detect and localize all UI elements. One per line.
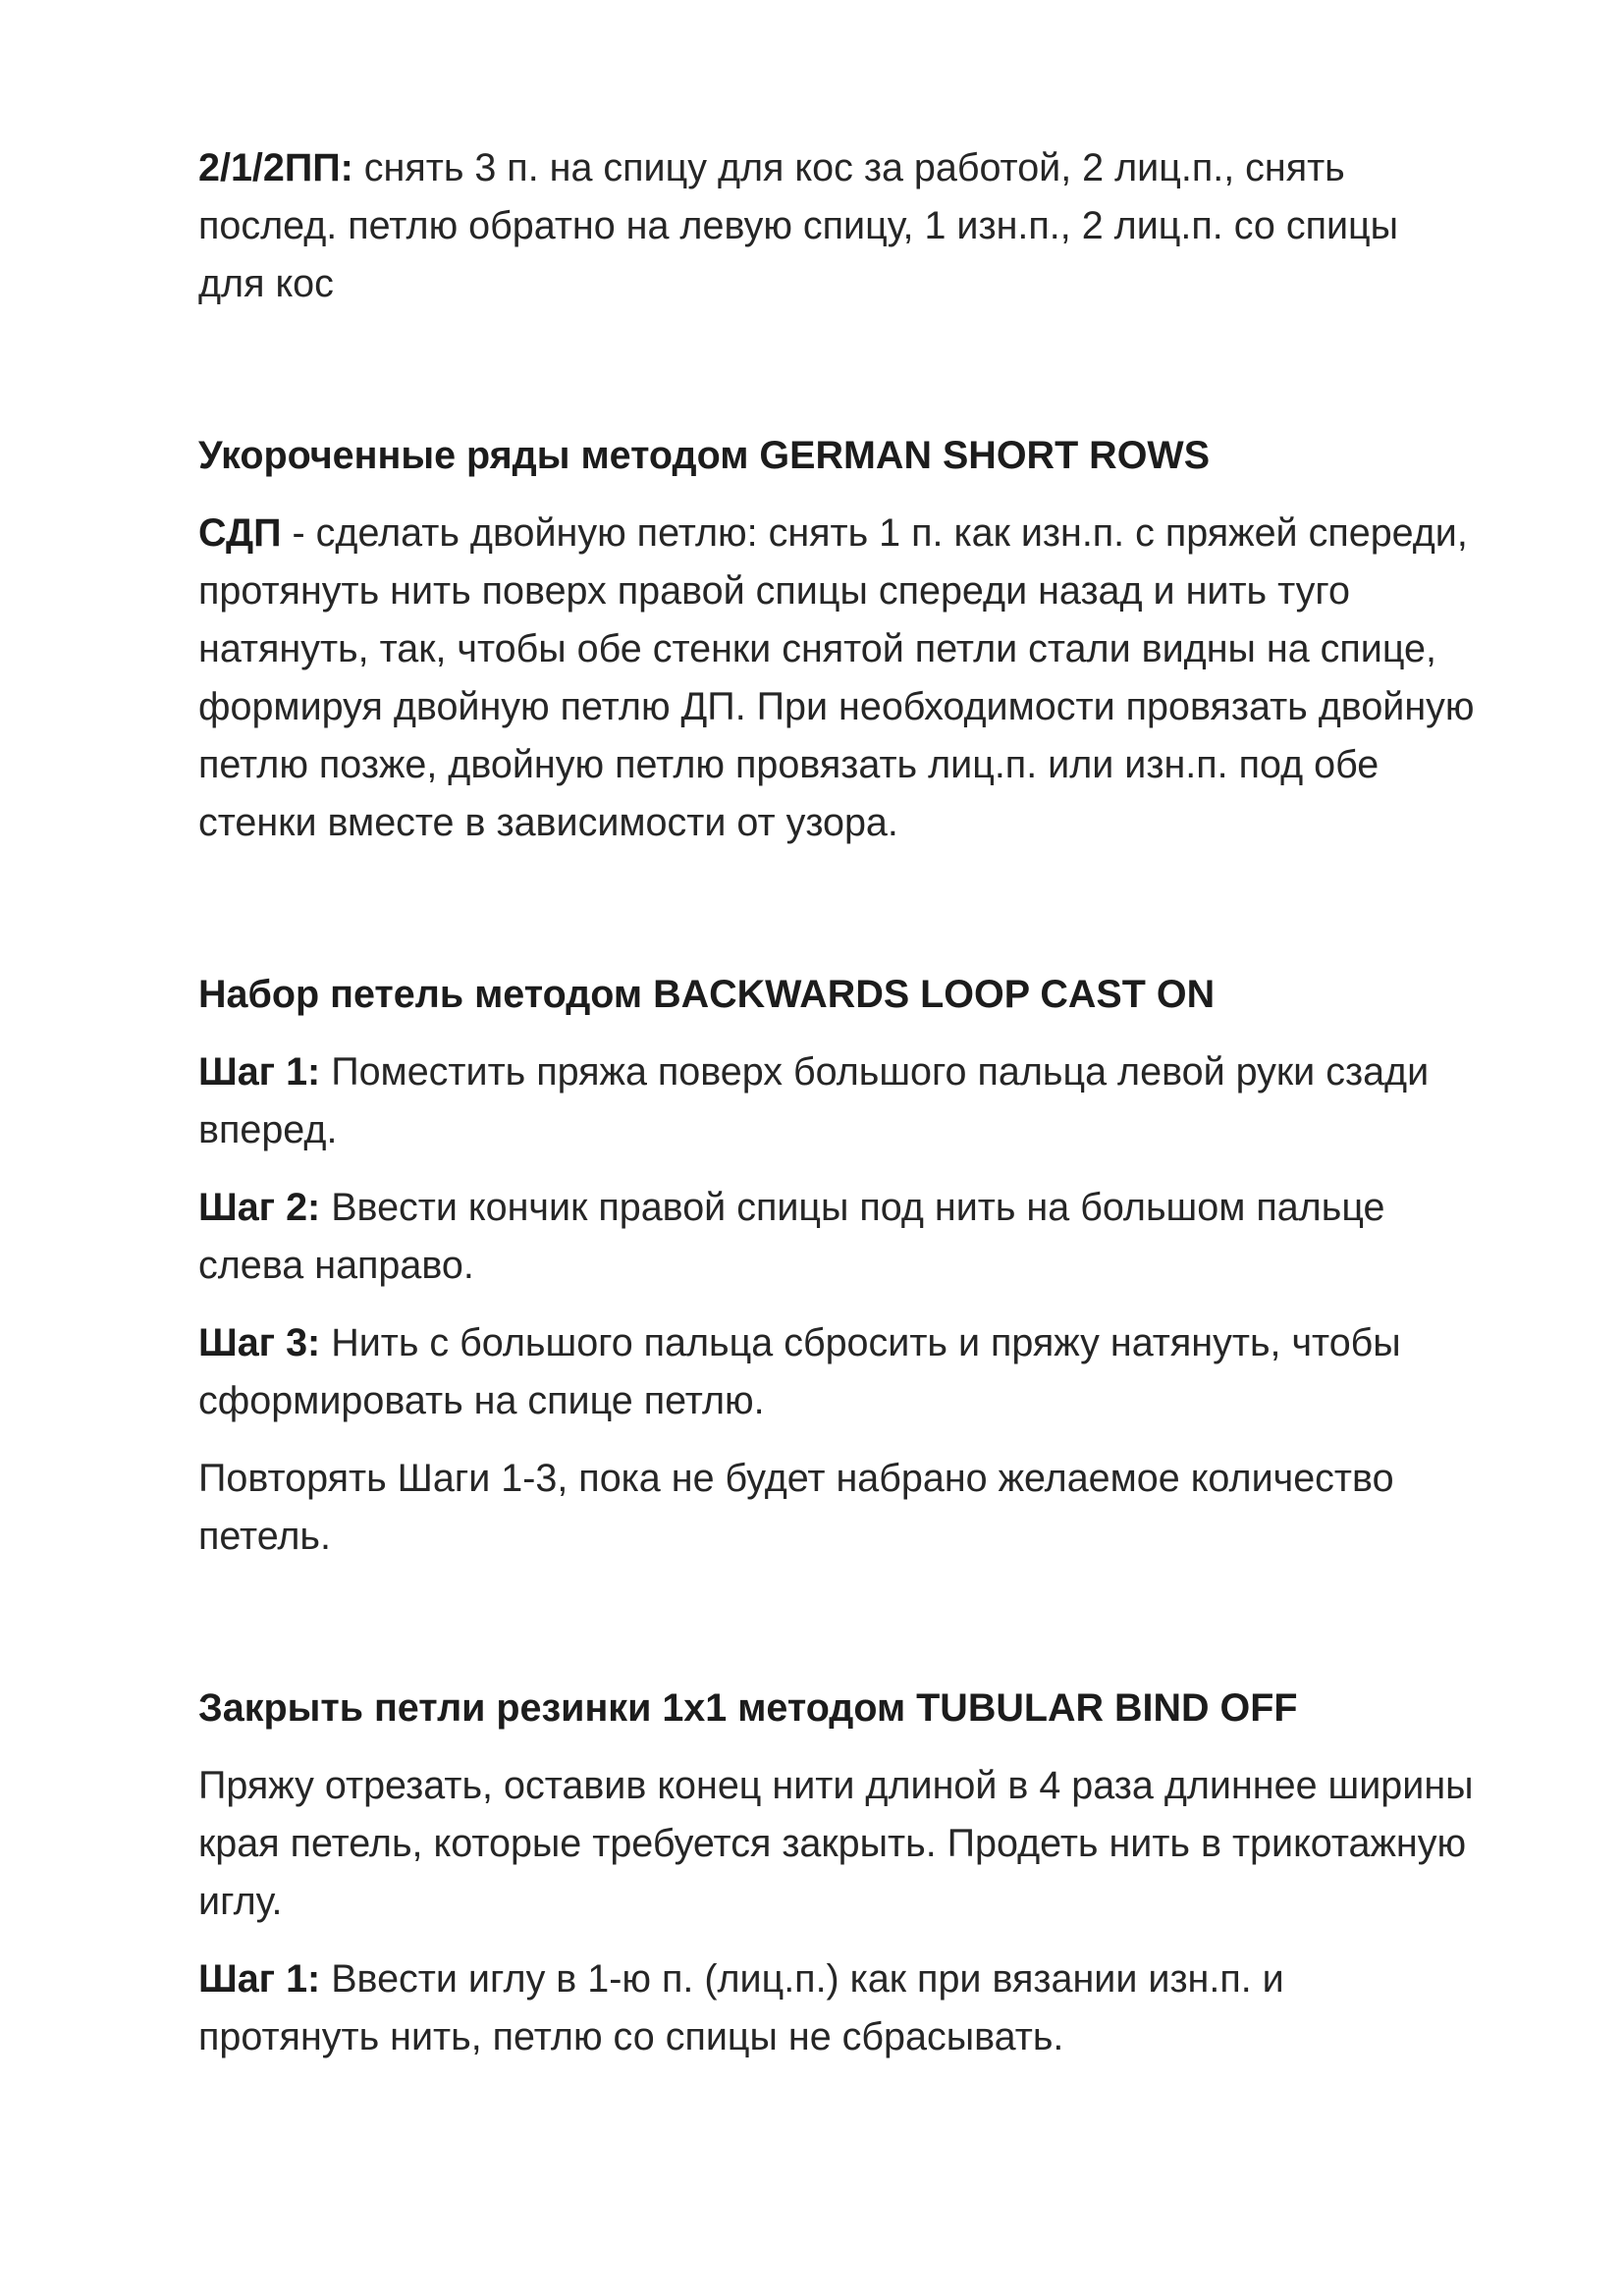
backwards-loop-step-1 <box>198 1043 1475 1159</box>
tubular-bind-off-step-1 <box>198 1950 1475 2066</box>
document-page <box>198 139 1475 2066</box>
step-text: Нить с большого пальца сбросить и пряжу натянуть, чтобы сформировать на спице петлю. <box>198 1321 1401 1422</box>
step-text: Поместить пряжа поверх большого пальца левой руки сзади вперед. <box>198 1050 1430 1151</box>
abbreviation-description: снять 3 п. на спицу для кос за работой, 2 лиц.п., снять послед. петлю обратно на левую спицу, 1 изн.п., 2 лиц.п. со спицы для кос <box>198 146 1399 305</box>
backwards-loop-step-2 <box>198 1179 1475 1295</box>
double-stitch-paragraph <box>198 505 1475 852</box>
step-label: Шаг 1: <box>198 1957 321 2001</box>
section-heading-german-short-rows: Укороченные ряды методом GERMAN SHORT ROWS <box>198 434 1211 477</box>
tubular-bind-off-intro: Пряжу отрезать, оставив конец нити длиной в 4 раза длиннее ширины края петель, которые требуется закрыть. Продеть нить в трикотажную иглу. <box>198 1764 1474 1923</box>
section-heading-backwards-loop: Набор петель методом BACKWARDS LOOP CAST ON <box>198 973 1216 1016</box>
step-label: Шаг 3: <box>198 1321 321 1364</box>
double-stitch-description: - сделать двойную петлю: снять 1 п. как изн.п. с пряжей спереди, протянуть нить поверх правой спицы спереди назад и нить туго натянуть, так, чтобы обе стенки снятой петли стали видны на спице, формируя двойную петлю ДП. При необходимости провязать двойную петлю позже, двойную петлю провязать лиц.п. или изн.п. под обе стенки вместе в зависимости от узора. <box>198 511 1475 844</box>
step-label: Шаг 1: <box>198 1050 321 1094</box>
step-text: Ввести кончик правой спицы под нить на большом пальце слева направо. <box>198 1186 1385 1287</box>
section-heading-tubular-bind-off: Закрыть петли резинки 1x1 методом TUBULAR BIND OFF <box>198 1686 1298 1730</box>
step-text: Ввести иглу в 1-ю п. (лиц.п.) как при вязании изн.п. и протянуть нить, петлю со спицы не сбрасывать. <box>198 1957 1284 2058</box>
backwards-loop-repeat-note: Повторять Шаги 1-3, пока не будет набрано желаемое количество петель. <box>198 1457 1394 1558</box>
backwards-loop-step-3 <box>198 1314 1475 1430</box>
step-label: Шаг 2: <box>198 1186 321 1229</box>
double-stitch-term: СДП <box>198 511 282 555</box>
cable-abbreviation-paragraph <box>198 139 1475 313</box>
abbreviation-term: 2/1/2ПП: <box>198 146 353 189</box>
